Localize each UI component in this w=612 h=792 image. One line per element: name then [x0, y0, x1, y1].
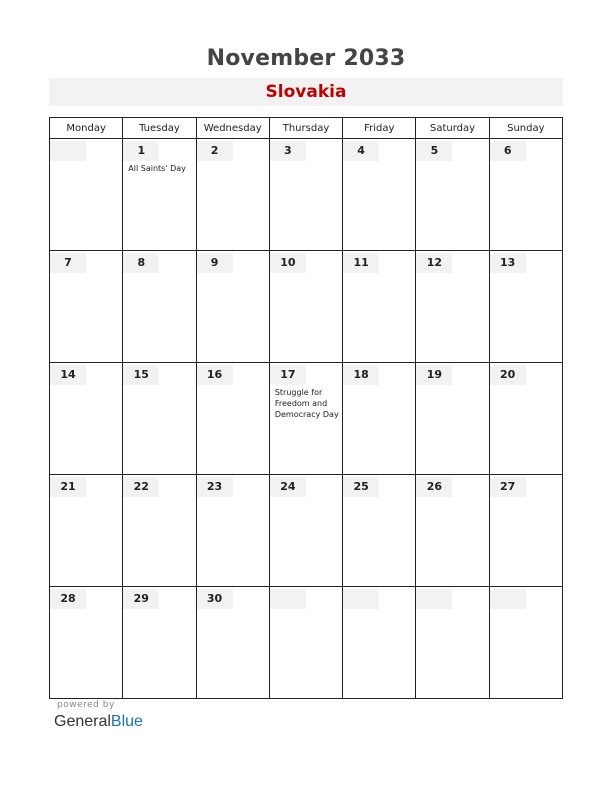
day-cell [50, 363, 123, 475]
day-cell [196, 587, 269, 699]
brand-blue: Blue [110, 713, 143, 730]
day-number [343, 589, 379, 609]
page-title: November 2033 [206, 46, 406, 71]
day-cell [50, 587, 123, 699]
day-cell [343, 587, 416, 699]
day-number: 18 [343, 365, 379, 385]
weekday-tuesday: Tuesday [123, 118, 196, 139]
day-number: 1 [123, 141, 159, 161]
week-row-3 [50, 363, 563, 475]
day-number [270, 589, 306, 609]
day-cell [196, 363, 269, 475]
day-cell [123, 475, 196, 587]
day-cell [123, 251, 196, 363]
week-row-2 [50, 251, 563, 363]
weekday-sunday: Sunday [489, 118, 562, 139]
day-cell [269, 587, 342, 699]
weekday-monday: Monday [50, 118, 123, 139]
day-number: 16 [197, 365, 233, 385]
weekday-thursday: Thursday [269, 118, 342, 139]
weekday-header-row [50, 118, 563, 139]
day-cell [269, 363, 342, 475]
day-cell [50, 251, 123, 363]
day-cell [489, 251, 562, 363]
day-cell [196, 251, 269, 363]
day-number: 22 [123, 477, 159, 497]
day-number: 8 [123, 253, 159, 273]
day-cell [123, 139, 196, 251]
day-number: 14 [50, 365, 86, 385]
day-cell [416, 475, 489, 587]
day-number: 30 [197, 589, 233, 609]
day-number: 19 [416, 365, 452, 385]
week-row-5 [50, 587, 563, 699]
day-cell [50, 475, 123, 587]
week-row-4 [50, 475, 563, 587]
day-cell [196, 139, 269, 251]
day-number: 3 [270, 141, 306, 161]
day-number [50, 141, 86, 161]
weekday-friday: Friday [343, 118, 416, 139]
day-cell [343, 475, 416, 587]
day-cell [416, 363, 489, 475]
day-cell [489, 587, 562, 699]
day-number: 12 [416, 253, 452, 273]
day-cell [489, 363, 562, 475]
holiday-label: Struggle for Freedom and Democracy Day [274, 388, 339, 419]
country-name: Slovakia [49, 78, 563, 106]
day-number: 4 [343, 141, 379, 161]
day-cell [416, 251, 489, 363]
day-cell [196, 475, 269, 587]
day-number: 17 [270, 365, 306, 385]
day-cell [50, 139, 123, 251]
day-number: 24 [270, 477, 306, 497]
day-cell [489, 139, 562, 251]
day-number: 5 [416, 141, 452, 161]
generalblue-logo[interactable] [54, 713, 143, 731]
day-number: 7 [50, 253, 86, 273]
brand-general: General [54, 713, 111, 730]
weekday-saturday: Saturday [416, 118, 489, 139]
day-cell [489, 475, 562, 587]
day-cell [269, 475, 342, 587]
day-number: 2 [197, 141, 233, 161]
day-number: 10 [270, 253, 306, 273]
day-number: 20 [490, 365, 526, 385]
day-number: 15 [123, 365, 159, 385]
day-cell [416, 587, 489, 699]
day-number: 23 [197, 477, 233, 497]
day-cell [343, 251, 416, 363]
calendar-grid [49, 117, 563, 699]
day-number: 11 [343, 253, 379, 273]
day-cell [123, 363, 196, 475]
day-number: 6 [490, 141, 526, 161]
day-number: 26 [416, 477, 452, 497]
day-number: 25 [343, 477, 379, 497]
day-number: 29 [123, 589, 159, 609]
weekday-wednesday: Wednesday [196, 118, 269, 139]
holiday-label: All Saints' Day [128, 164, 186, 173]
day-number: 21 [50, 477, 86, 497]
day-cell [123, 587, 196, 699]
day-cell [343, 363, 416, 475]
day-number: 9 [197, 253, 233, 273]
week-row-1 [50, 139, 563, 251]
day-number: 27 [490, 477, 526, 497]
day-number [416, 589, 452, 609]
powered-by-text: powered by [57, 700, 115, 710]
day-number: 28 [50, 589, 86, 609]
day-cell [269, 251, 342, 363]
day-number [490, 589, 526, 609]
day-number: 13 [490, 253, 526, 273]
day-cell [343, 139, 416, 251]
day-cell [416, 139, 489, 251]
day-cell [269, 139, 342, 251]
